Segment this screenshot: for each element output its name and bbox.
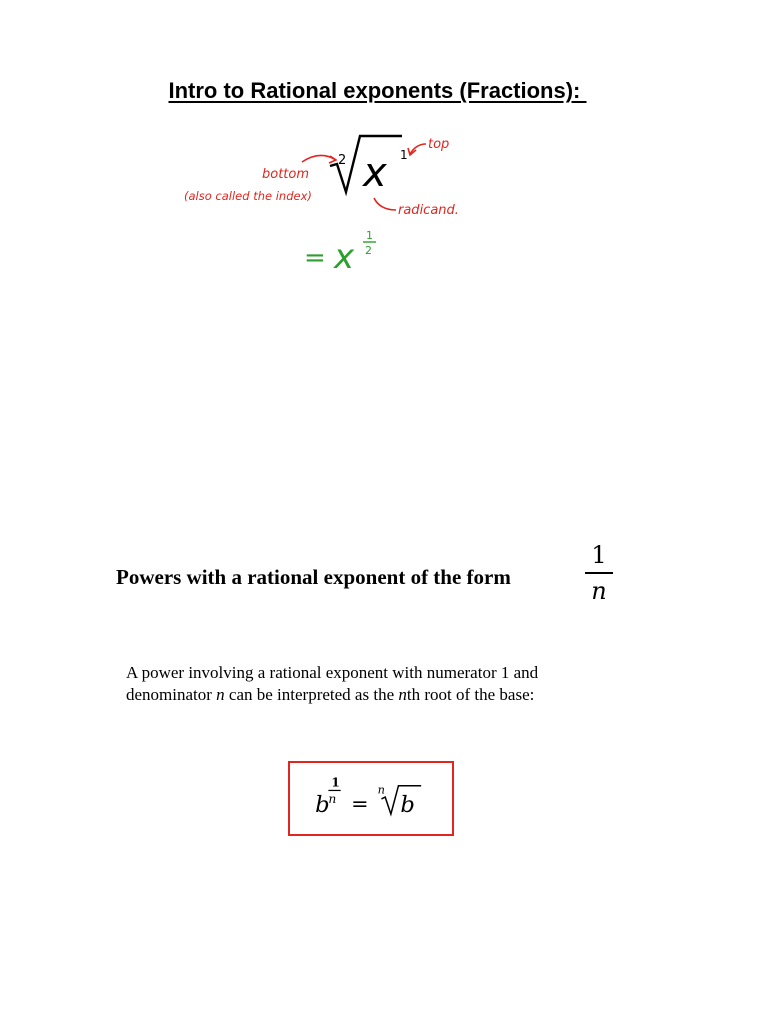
- radicand-variable: x: [363, 150, 387, 196]
- formula-box: [288, 761, 454, 836]
- form-fraction: [585, 540, 613, 606]
- formula-exp-num: 1: [331, 774, 340, 790]
- description-line1: A power involving a rational exponent with numerator 1 and: [126, 663, 539, 682]
- page-title: Intro to Rational exponents (Fractions):: [168, 78, 587, 103]
- result-base: x: [334, 237, 355, 277]
- result-exp-den: 2: [365, 244, 372, 257]
- root-index: 2: [338, 153, 347, 168]
- formula-svg: [290, 763, 452, 834]
- formula-radicand: b: [400, 792, 415, 819]
- formula-equals: =: [351, 791, 369, 816]
- form-denominator: n: [591, 577, 607, 605]
- description-n-italic: n: [216, 685, 225, 704]
- formula-root-index: n: [377, 782, 385, 797]
- handwritten-diagram: [170, 126, 500, 286]
- result-equals: =: [304, 243, 326, 273]
- form-fraction-bar: [585, 572, 613, 574]
- radicand-arrow: [374, 198, 396, 210]
- index-note: (also called the index): [184, 189, 312, 203]
- description-paragraph: [126, 662, 646, 706]
- root-power: 1: [400, 148, 408, 162]
- bottom-label: bottom: [262, 167, 310, 182]
- description-text-b: can be interpreted as the: [224, 685, 399, 704]
- section-heading: Powers with a rational exponent of the form: [116, 565, 511, 589]
- form-numerator: 1: [591, 541, 607, 569]
- top-label: top: [428, 137, 450, 152]
- description-text-c: th root of the base:: [406, 685, 535, 704]
- description-text-a: denominator: [126, 685, 217, 704]
- radicand-label: radicand.: [398, 203, 459, 218]
- formula-exp-den: n: [328, 791, 337, 806]
- result-exp-num: 1: [366, 229, 373, 242]
- handwritten-annotation: [170, 126, 500, 286]
- formula-base: b: [315, 792, 330, 819]
- description-n-italic-2: n: [398, 685, 407, 704]
